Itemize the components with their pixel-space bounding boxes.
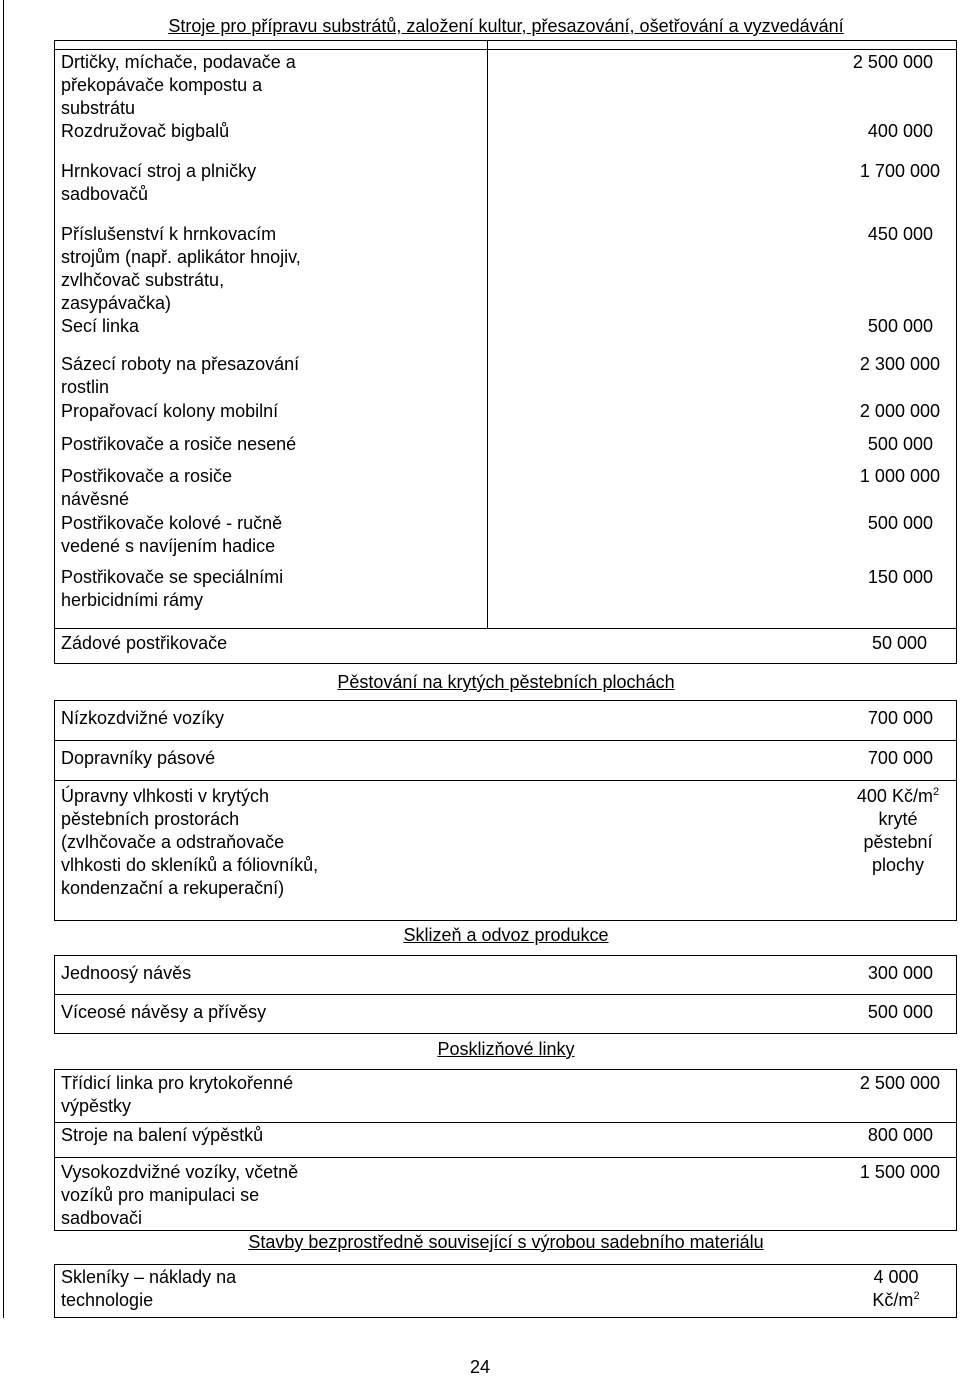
table-row-value: 2 500 000 <box>852 52 933 72</box>
section-heading-postharvest: Posklizňové linky <box>437 1039 575 1059</box>
table-row-label: Vysokozdvižné vozíky, včetně vozíků pro manipulaci se sadbovači <box>61 1162 299 1228</box>
table-row-value: 800 000 <box>867 1125 933 1145</box>
table-row-label: Rozdružovač bigbalů <box>61 121 230 141</box>
section-heading-machines: Stroje pro přípravu substrátů, založení kultur, přesazování, ošetřování a vyzvedávání <box>168 16 844 36</box>
table-row-label: Dopravníky pásové <box>61 748 216 768</box>
table-row-value: 2 500 000 <box>859 1073 940 1093</box>
table-row-value: 400 Kč/m <box>856 786 933 806</box>
table-row-value: 1 000 000 <box>859 466 940 486</box>
table-row-value-unit <box>836 1266 956 1312</box>
table-row-label: Jednoosý návěs <box>61 963 192 983</box>
unit-exponent: 2 <box>932 786 940 798</box>
table-row-value: 1 500 000 <box>859 1162 940 1182</box>
table-row-value: 450 000 <box>867 224 933 244</box>
section-heading-covered: Pěstování na krytých pěstebních plochách <box>337 672 675 692</box>
table-row-value: 150 000 <box>867 567 933 587</box>
table-row-value: 4 000 <box>873 1267 919 1287</box>
table-row-value: 500 000 <box>867 434 933 454</box>
unit-label: Kč/m <box>872 1290 914 1310</box>
table-row-value: 300 000 <box>867 963 933 983</box>
table-row-value-unit-line <box>836 1289 956 1312</box>
table-row-label: Zádové postřikovače <box>61 633 228 653</box>
table-row-label: Úpravny vlhkosti v krytých pěstebních prostorách (zvlhčovače a odstraňovače vlhkosti do skleníků a fóliovníků, kondenzační a rekuperační) <box>61 786 319 898</box>
table-row-label: Třídicí linka pro krytokořenné výpěstky <box>61 1073 294 1116</box>
table-row-value-unit <box>838 785 958 877</box>
table-row-value: 500 000 <box>867 1002 933 1022</box>
table-row-label: Hrnkovací stroj a plničky sadbovačů <box>61 161 257 204</box>
unit-exponent: 2 <box>913 1290 920 1302</box>
table-row-label: Příslušenství k hrnkovacím strojům (např. aplikátor hnojiv, zvlhčovač substrátu, zasypávačka) <box>61 224 301 313</box>
section-heading-buildings: Stavby bezprostředně související s výrobou sadebního materiálu <box>248 1232 764 1252</box>
table-row-label: Secí linka <box>61 316 140 336</box>
table-row-value: 2 300 000 <box>859 354 940 374</box>
table-row-label: Víceosé návěsy a přívěsy <box>61 1002 267 1022</box>
table-row-label: Postřikovače a rosiče nesené <box>61 434 297 454</box>
table-row-value: 2 000 000 <box>859 401 940 421</box>
table-row-label: Propařovací kolony mobilní <box>61 401 279 421</box>
left-margin-rule <box>3 0 4 1318</box>
table-row-value: 400 000 <box>867 121 933 141</box>
table-row-value: 500 000 <box>867 316 933 336</box>
table-row-value: 700 000 <box>867 708 933 728</box>
table-row-label: Stroje na balení výpěstků <box>61 1125 264 1145</box>
table-row-label: Postřikovače kolové - ručně vedené s navíjením hadice <box>61 513 283 556</box>
page-number: 24 <box>469 1357 491 1377</box>
table-row-label: Skleníky – náklady na technologie <box>61 1267 237 1310</box>
table-row-value: 700 000 <box>867 748 933 768</box>
table-row-value: 500 000 <box>867 513 933 533</box>
table-row-label: Sázecí roboty na přesazování rostlin <box>61 354 300 397</box>
table-row-label: Nízkozdvižné vozíky <box>61 708 225 728</box>
table-row-label: Postřikovače se speciálními herbicidními rámy <box>61 567 284 610</box>
table-row-value: 1 700 000 <box>859 161 940 181</box>
table-row-value: 50 000 <box>871 633 927 653</box>
section-heading-harvest: Sklizeň a odvoz produkce <box>403 925 609 945</box>
table-row-label: Drtičky, míchače, podavače a překopávače kompostu a substrátu <box>61 52 296 118</box>
table-row-label: Postřikovače a rosiče návěsné <box>61 466 233 509</box>
table-row-value-note: kryté pěstební plochy <box>863 809 933 875</box>
